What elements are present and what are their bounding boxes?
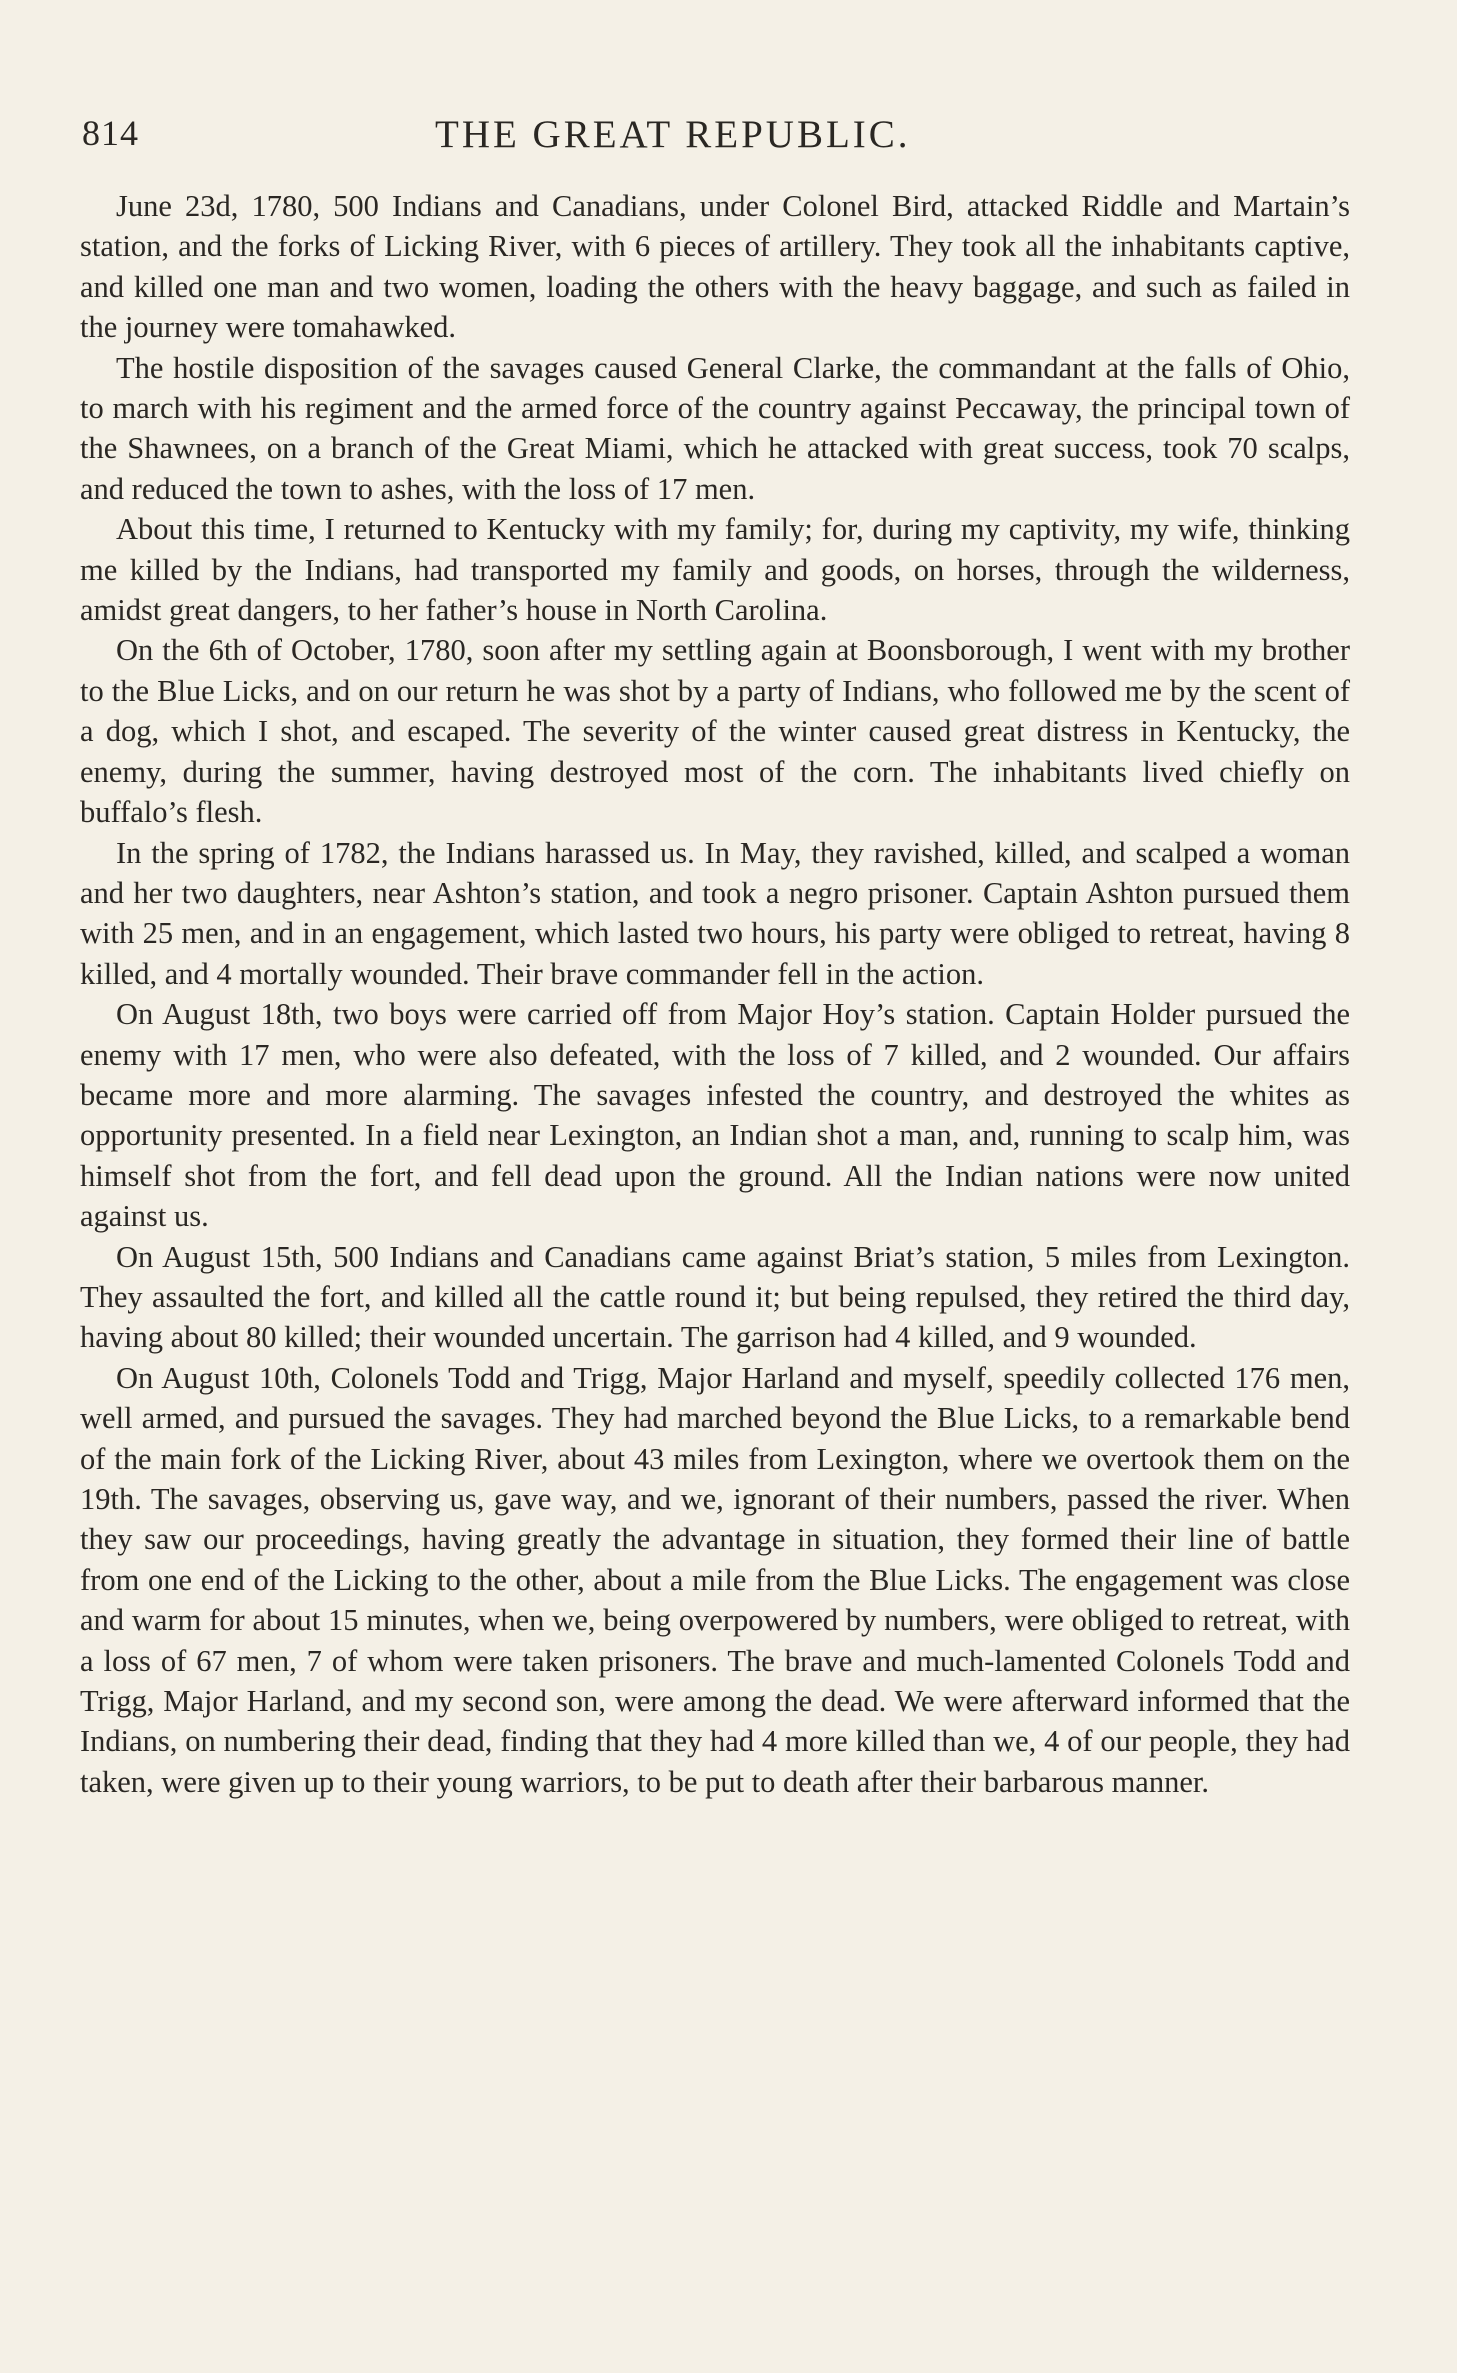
paragraph-spring-1782: In the spring of 1782, the Indians harassed us. In May, they ravished, killed, and scalped a woman and her two daughters, near Ashton’s station, and took a negro prisoner. Captain Ashton pursued them with 25 men, and in an engagement, which lasted two hours, his party were obliged to retreat, having 8 killed, and 4 mortally wounded. Their brave commander fell in the action. bbox=[80, 835, 1350, 991]
body-text bbox=[80, 186, 1350, 1802]
paragraph-briats-station: On August 15th, 500 Indians and Canadians came against Briat’s station, 5 miles from Lexington. They assaulted the fort, and killed all the cattle round it; but being repulsed, they retired the third day, having about 80 killed; their wounded uncertain. The garrison had 4 killed, and 9 wounded. bbox=[80, 1239, 1350, 1355]
paragraph-colonel-bird-attack: June 23d, 1780, 500 Indians and Canadians, under Colonel Bird, attacked Riddle and Martain’s station, and the forks of Licking River, with 6 pieces of artillery. They took all the inhabitants captive, and killed one man and two women, loading the others with the heavy baggage, and such as failed in the journey were tomahawked. bbox=[80, 189, 1350, 345]
paragraph-brother-shot: On the 6th of October, 1780, soon after my settling again at Boonsborough, I went with my brother to the Blue Licks, and on our return he was shot by a party of Indians, who followed me by the scent of a dog, which I shot, and escaped. The severity of the winter caused great distress in Kentucky, the enemy, during the summer, having destroyed most of the corn. The inhabitants lived chiefly on buffalo’s flesh. bbox=[80, 633, 1350, 830]
paragraph-general-clarke-march: The hostile disposition of the savages caused General Clarke, the commandant at the falls of Ohio, to march with his regiment and the armed force of the country against Peccaway, the principal town of the Shawnees, on a branch of the Great Miami, which he attacked with great success, took 70 scalps, and reduced the town to ashes, with the loss of 17 men. bbox=[80, 350, 1350, 506]
page-header bbox=[80, 112, 1337, 164]
running-title: THE GREAT REPUBLIC. bbox=[435, 113, 911, 156]
paragraph-return-to-kentucky: About this time, I returned to Kentucky with my family; for, during my captivity, my wife, thinking me killed by the Indians, had transported my family and goods, on horses, through the wilderness, amidst great dangers, to her father’s house in North Carolina. bbox=[80, 512, 1350, 628]
page-number: 814 bbox=[82, 113, 139, 153]
paragraph-august-18th: On August 18th, two boys were carried off from Major Hoy’s station. Captain Holder pursued the enemy with 17 men, who were also defeated, with the loss of 7 killed, and 2 wounded. Our affairs became more and more alarming. The savages infested the country, and destroyed the whites as opportunity presented. In a field near Lexington, an Indian shot a man, and, running to scalp him, was himself shot from the fort, and fell dead upon the ground. All the Indian nations were now united against us. bbox=[80, 997, 1350, 1234]
paragraph-blue-licks-battle: On August 10th, Colonels Todd and Trigg, Major Harland and myself, speedily collected 176 men, well armed, and pursued the savages. They had marched beyond the Blue Licks, to a remarkable bend of the main fork of the Licking River, about 43 miles from Lexington, where we overtook them on the 19th. The savages, observing us, gave way, and we, ignorant of their numbers, passed the river. When they saw our proceedings, having greatly the advantage in situation, they formed their line of battle from one end of the Licking to the other, about a mile from the Blue Licks. The engagement was close and warm for about 15 minutes, when we, being overpowered by numbers, were obliged to retreat, with a loss of 67 men, 7 of whom were taken prisoners. The brave and much-lamented Colonels Todd and Trigg, Major Harland, and my second son, were among the dead. We were afterward informed that the Indians, on numbering their dead, finding that they had 4 more killed than we, 4 of our people, they had taken, were given up to their young warriors, to be put to death after their barbarous manner. bbox=[80, 1360, 1350, 1799]
